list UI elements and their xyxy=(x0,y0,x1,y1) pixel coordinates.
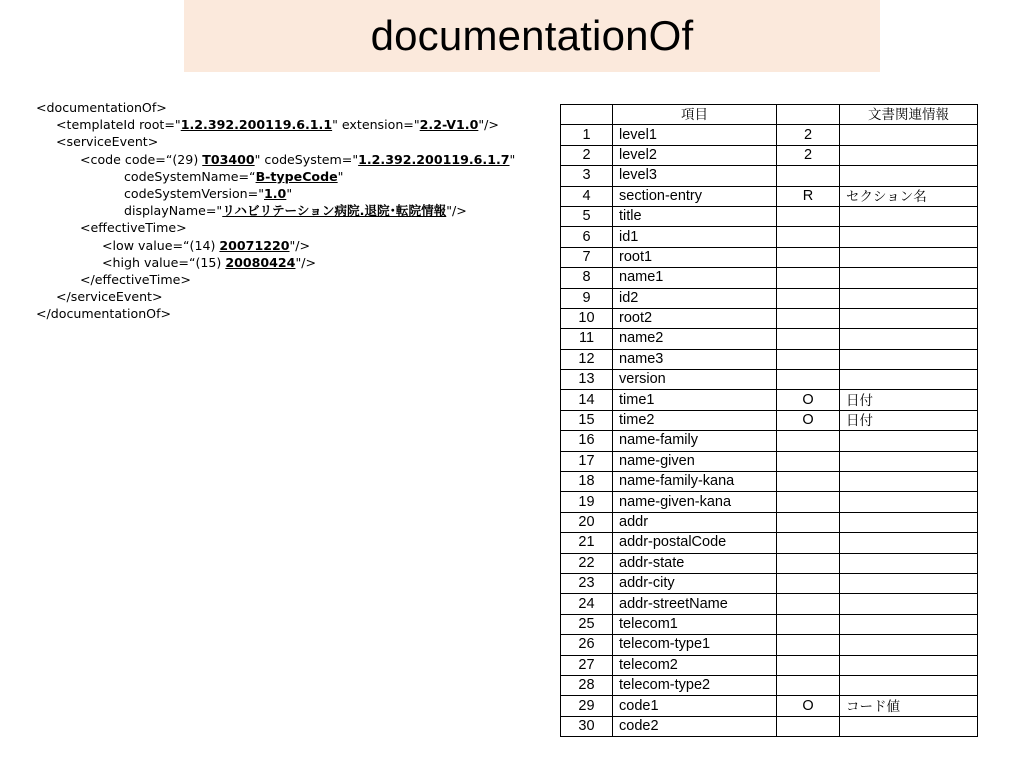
cell-mark xyxy=(777,635,840,655)
cell-info xyxy=(840,227,978,247)
table-row xyxy=(561,553,978,573)
code-text: <templateId root=" xyxy=(56,117,181,133)
code-text: " extension=" xyxy=(332,117,420,133)
cell-info xyxy=(840,533,978,553)
cell-mark xyxy=(777,492,840,512)
cell-num: 27 xyxy=(561,655,613,675)
cell-item: addr-city xyxy=(613,573,777,593)
cell-mark: O xyxy=(777,390,840,410)
cell-num: 28 xyxy=(561,675,613,695)
table-row xyxy=(561,227,978,247)
code-line xyxy=(36,305,556,322)
cell-item: version xyxy=(613,370,777,390)
cell-info: 日付 xyxy=(840,410,978,430)
cell-mark xyxy=(777,512,840,532)
cell-mark: 2 xyxy=(777,145,840,165)
cell-mark xyxy=(777,472,840,492)
cell-num: 4 xyxy=(561,186,613,206)
low-value: 20071220 xyxy=(219,237,290,253)
cell-info xyxy=(840,370,978,390)
cell-mark: O xyxy=(777,410,840,430)
cell-item: section-entry xyxy=(613,186,777,206)
table-row xyxy=(561,451,978,471)
cell-info xyxy=(840,288,978,308)
cell-mark xyxy=(777,288,840,308)
code-text: " xyxy=(337,168,344,184)
cell-item: addr-state xyxy=(613,553,777,573)
items-table xyxy=(560,104,978,737)
cell-num: 17 xyxy=(561,451,613,471)
code-line xyxy=(36,151,556,168)
table-row xyxy=(561,410,978,430)
cell-item: name-family xyxy=(613,431,777,451)
code-text: "/> xyxy=(289,237,311,253)
cell-num: 24 xyxy=(561,594,613,614)
table-row xyxy=(561,675,978,695)
cell-num: 7 xyxy=(561,247,613,267)
code-text: codeSystemName=“ xyxy=(124,168,256,184)
cell-info xyxy=(840,247,978,267)
cell-mark: R xyxy=(777,186,840,206)
cell-num: 18 xyxy=(561,472,613,492)
cell-num: 30 xyxy=(561,716,613,736)
code-text: " codeSystem=" xyxy=(254,151,359,167)
cell-item: addr xyxy=(613,512,777,532)
cell-item: name-given-kana xyxy=(613,492,777,512)
code-text: displayName=" xyxy=(124,203,223,219)
cell-mark xyxy=(777,206,840,226)
table-row xyxy=(561,186,978,206)
code-line xyxy=(36,133,556,150)
code-line xyxy=(36,254,556,271)
cell-mark xyxy=(777,247,840,267)
cell-item: time2 xyxy=(613,410,777,430)
cell-mark xyxy=(777,349,840,369)
table-row xyxy=(561,125,978,145)
header-info: 文書関連情報 xyxy=(840,105,978,125)
table-row xyxy=(561,716,978,736)
cell-num: 16 xyxy=(561,431,613,451)
code-text: <code code=“(29) xyxy=(80,151,203,167)
cell-info xyxy=(840,431,978,451)
cell-item: telecom-type2 xyxy=(613,675,777,695)
cell-mark xyxy=(777,227,840,247)
cell-item: name-family-kana xyxy=(613,472,777,492)
cell-info xyxy=(840,655,978,675)
table-row xyxy=(561,472,978,492)
cell-item: telecom2 xyxy=(613,655,777,675)
cell-info xyxy=(840,451,978,471)
cell-mark xyxy=(777,308,840,328)
display-name-value: リハビリテーション病院.退院･転院情報 xyxy=(222,203,447,219)
code-line xyxy=(36,185,556,202)
code-line xyxy=(36,237,556,254)
cell-num: 19 xyxy=(561,492,613,512)
code-text: " xyxy=(509,151,516,167)
cell-info xyxy=(840,349,978,369)
table-row xyxy=(561,329,978,349)
table-row xyxy=(561,247,978,267)
cell-item: title xyxy=(613,206,777,226)
cell-num: 5 xyxy=(561,206,613,226)
table-header-row xyxy=(561,105,978,125)
table-row xyxy=(561,308,978,328)
cell-num: 8 xyxy=(561,268,613,288)
cell-item: name-given xyxy=(613,451,777,471)
cell-num: 10 xyxy=(561,308,613,328)
header-item: 項目 xyxy=(613,105,777,125)
table-row xyxy=(561,492,978,512)
cell-item: id2 xyxy=(613,288,777,308)
cell-info xyxy=(840,206,978,226)
cell-mark xyxy=(777,268,840,288)
cell-item: root2 xyxy=(613,308,777,328)
cell-num: 14 xyxy=(561,390,613,410)
cell-info xyxy=(840,472,978,492)
code-line xyxy=(36,116,556,133)
table-row xyxy=(561,573,978,593)
code-text: "/> xyxy=(446,203,467,219)
cell-mark xyxy=(777,655,840,675)
title-banner xyxy=(184,0,880,72)
cell-num: 20 xyxy=(561,512,613,532)
cell-item: addr-postalCode xyxy=(613,533,777,553)
xml-code-block xyxy=(36,99,556,322)
cell-item: addr-streetName xyxy=(613,594,777,614)
cell-item: code1 xyxy=(613,696,777,716)
cell-mark xyxy=(777,594,840,614)
cell-info xyxy=(840,125,978,145)
cell-info: 日付 xyxy=(840,390,978,410)
code-text: <serviceEvent> xyxy=(56,134,159,150)
cell-info xyxy=(840,492,978,512)
cell-item: time1 xyxy=(613,390,777,410)
code-line xyxy=(36,271,556,288)
table-row xyxy=(561,166,978,186)
table-row xyxy=(561,594,978,614)
table-row xyxy=(561,614,978,634)
code-system-value: 1.2.392.200119.6.1.7 xyxy=(358,151,510,167)
high-value: 20080424 xyxy=(225,254,296,270)
cell-info xyxy=(840,635,978,655)
cell-mark xyxy=(777,329,840,349)
code-line xyxy=(36,99,556,116)
cell-info xyxy=(840,573,978,593)
cell-info xyxy=(840,614,978,634)
cell-num: 6 xyxy=(561,227,613,247)
cell-mark xyxy=(777,533,840,553)
cell-item: root1 xyxy=(613,247,777,267)
cell-mark: O xyxy=(777,696,840,716)
code-text: codeSystemVersion=" xyxy=(124,185,264,201)
code-text: <documentationOf> xyxy=(36,100,167,115)
cell-mark xyxy=(777,166,840,186)
cell-mark xyxy=(777,614,840,634)
table-row xyxy=(561,145,978,165)
cell-num: 13 xyxy=(561,370,613,390)
cell-item: level3 xyxy=(613,166,777,186)
cell-mark xyxy=(777,431,840,451)
cell-info xyxy=(840,268,978,288)
cell-num: 15 xyxy=(561,410,613,430)
cell-item: code2 xyxy=(613,716,777,736)
cell-num: 9 xyxy=(561,288,613,308)
cell-mark xyxy=(777,675,840,695)
cell-info xyxy=(840,308,978,328)
code-line xyxy=(36,219,556,236)
page-title: documentationOf xyxy=(370,12,694,59)
cell-item: id1 xyxy=(613,227,777,247)
cell-mark xyxy=(777,716,840,736)
table-row xyxy=(561,696,978,716)
cell-num: 1 xyxy=(561,125,613,145)
code-text: </documentationOf> xyxy=(36,306,172,322)
cell-item: name3 xyxy=(613,349,777,369)
cell-info: コード値 xyxy=(840,696,978,716)
cell-info xyxy=(840,512,978,532)
table-row xyxy=(561,512,978,532)
cell-item: name2 xyxy=(613,329,777,349)
template-root-value: 1.2.392.200119.6.1.1 xyxy=(180,117,333,133)
table-row xyxy=(561,533,978,553)
cell-info xyxy=(840,594,978,614)
code-text: <high value=“(15) xyxy=(102,254,226,270)
code-text: <effectiveTime> xyxy=(80,220,187,236)
code-text: "/> xyxy=(295,254,317,270)
cell-num: 2 xyxy=(561,145,613,165)
code-text: </effectiveTime> xyxy=(80,271,191,287)
cell-mark xyxy=(777,451,840,471)
cell-info xyxy=(840,329,978,349)
code-line xyxy=(36,288,556,305)
cell-num: 23 xyxy=(561,573,613,593)
cell-item: level1 xyxy=(613,125,777,145)
table-row xyxy=(561,370,978,390)
code-system-version-value: 1.0 xyxy=(264,185,287,201)
cell-mark xyxy=(777,573,840,593)
header-mark xyxy=(777,105,840,125)
code-system-name-value: B-typeCode xyxy=(255,168,338,184)
cell-info xyxy=(840,166,978,186)
table-row xyxy=(561,655,978,675)
cell-num: 12 xyxy=(561,349,613,369)
cell-info xyxy=(840,553,978,573)
cell-mark: 2 xyxy=(777,125,840,145)
cell-num: 21 xyxy=(561,533,613,553)
cell-num: 25 xyxy=(561,614,613,634)
code-line xyxy=(36,168,556,185)
cell-info: セクション名 xyxy=(840,186,978,206)
table-row xyxy=(561,268,978,288)
cell-info xyxy=(840,716,978,736)
cell-item: telecom1 xyxy=(613,614,777,634)
cell-num: 26 xyxy=(561,635,613,655)
cell-info xyxy=(840,675,978,695)
header-num xyxy=(561,105,613,125)
code-line xyxy=(36,202,556,219)
code-text: <low value=“(14) xyxy=(102,237,220,253)
code-text: "/> xyxy=(478,117,499,133)
table-row xyxy=(561,431,978,451)
table-row xyxy=(561,206,978,226)
table-row xyxy=(561,349,978,369)
table-row xyxy=(561,288,978,308)
template-extension-value: 2.2-V1.0 xyxy=(419,117,479,133)
code-text: </serviceEvent> xyxy=(56,289,163,305)
cell-num: 11 xyxy=(561,329,613,349)
table-row xyxy=(561,390,978,410)
table-row xyxy=(561,635,978,655)
code-text: " xyxy=(286,185,293,201)
code-value: T03400 xyxy=(202,151,255,167)
cell-item: level2 xyxy=(613,145,777,165)
cell-item: telecom-type1 xyxy=(613,635,777,655)
cell-mark xyxy=(777,370,840,390)
cell-info xyxy=(840,145,978,165)
cell-num: 3 xyxy=(561,166,613,186)
cell-num: 29 xyxy=(561,696,613,716)
cell-item: name1 xyxy=(613,268,777,288)
cell-num: 22 xyxy=(561,553,613,573)
cell-mark xyxy=(777,553,840,573)
